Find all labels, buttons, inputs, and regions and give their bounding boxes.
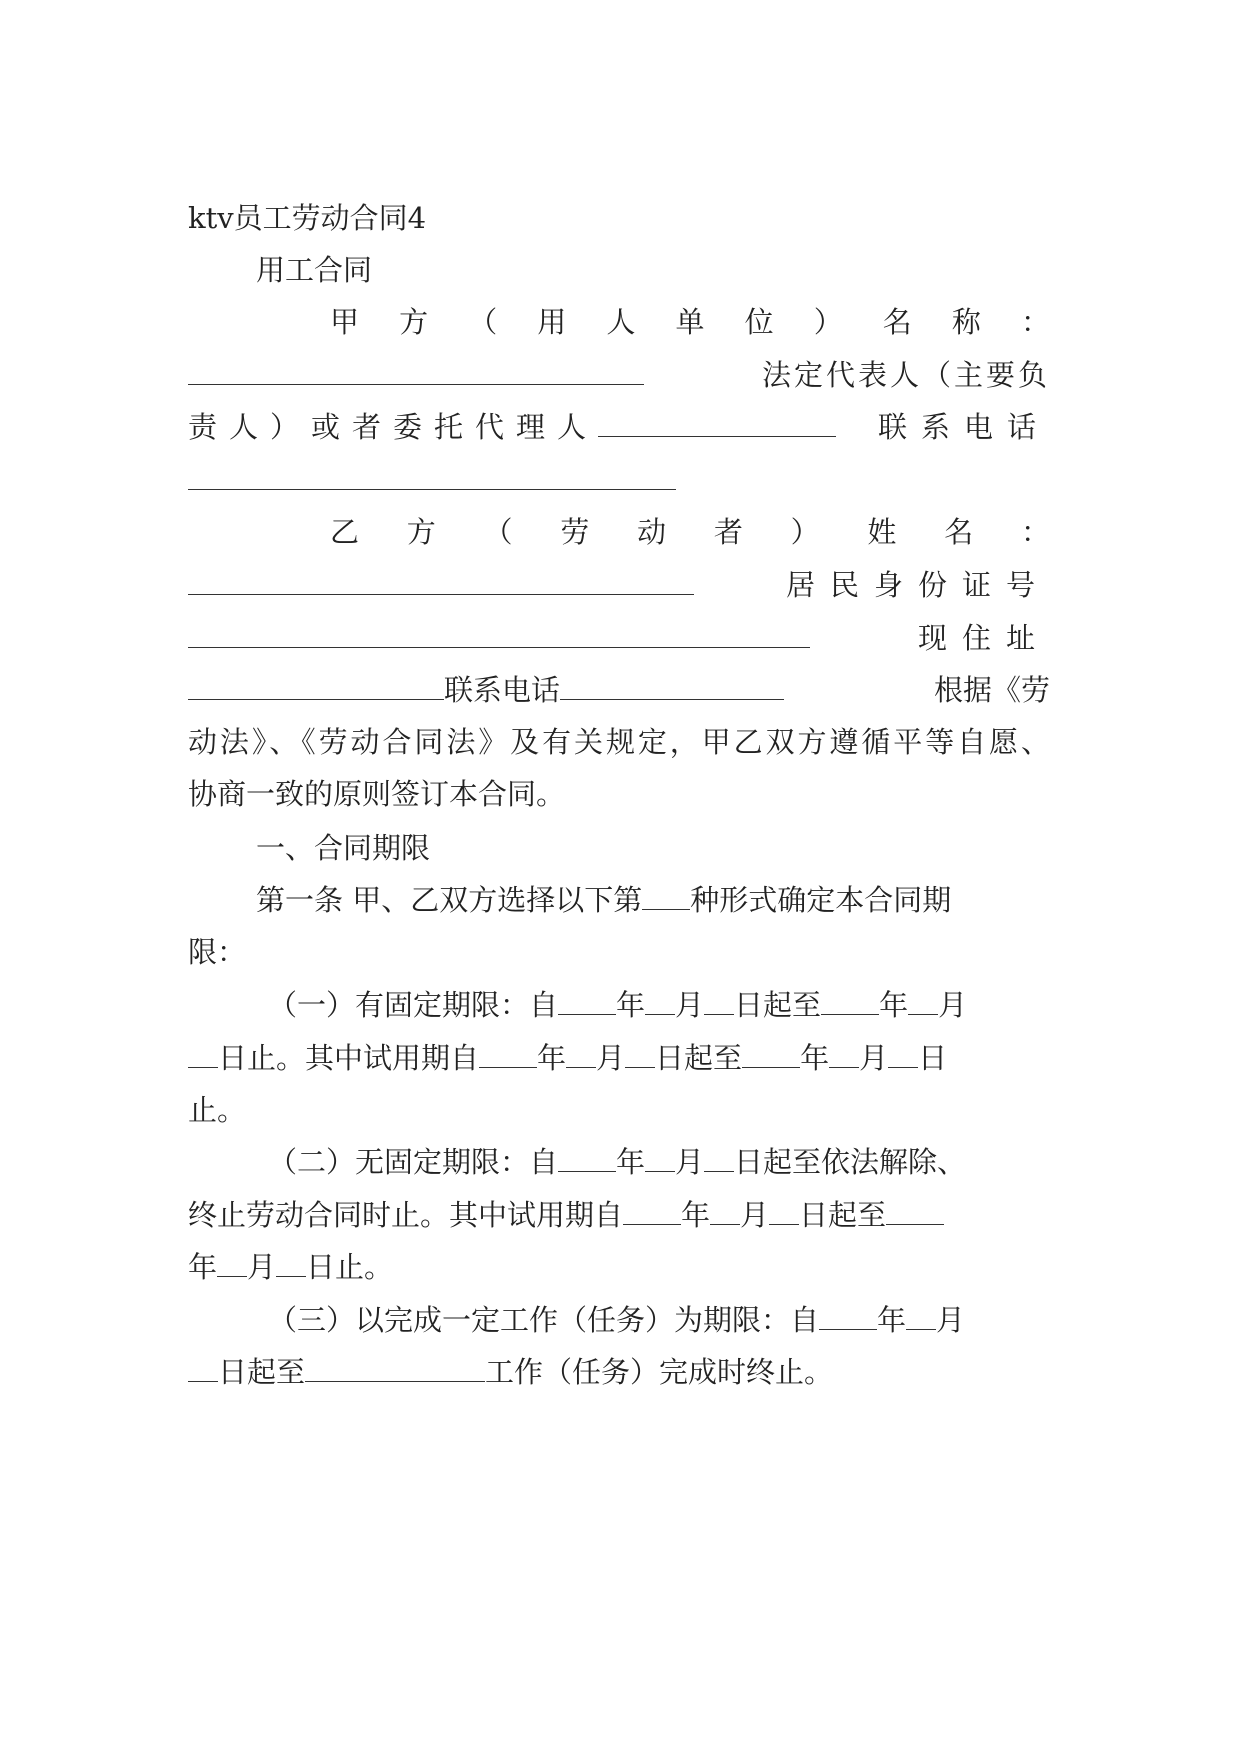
blank-field[interactable] <box>558 987 616 1015</box>
blank-field[interactable] <box>188 357 644 385</box>
option2-line1 <box>268 1142 1050 1182</box>
start-to-label: 日起至 <box>799 1198 887 1232</box>
month-label: 月 <box>675 988 705 1022</box>
blank-field[interactable] <box>188 462 676 490</box>
year-label: 年 <box>879 988 909 1022</box>
party-b-id-line <box>188 565 1050 605</box>
year-label: 年 <box>616 988 646 1022</box>
option3-line2 <box>188 1352 1050 1392</box>
blank-field[interactable] <box>645 1144 675 1172</box>
blank-field[interactable] <box>188 620 810 648</box>
blank-field[interactable] <box>217 1249 247 1277</box>
basis-lead: 根据《劳 <box>933 673 1050 707</box>
article1-lead: 第一条 甲、乙双方选择以下第 <box>256 883 643 917</box>
section1-heading: 一、合同期限 <box>256 831 431 865</box>
option1-lead: （一）有固定期限：自 <box>268 988 559 1022</box>
option1-line3: 止。 <box>188 1093 247 1127</box>
year-label: 年 <box>616 1145 646 1179</box>
blank-field[interactable] <box>305 1354 485 1382</box>
option2-line2-label: 终止劳动合同时止。其中试用期自 <box>188 1198 624 1232</box>
party-a-agent-label: 责人）或者委托代理人 <box>188 410 599 444</box>
blank-field[interactable] <box>188 1040 218 1068</box>
article1-tail: 种形式确定本合同期 <box>690 883 952 917</box>
party-b-phone-line <box>188 670 1050 710</box>
blank-field[interactable] <box>558 1144 616 1172</box>
party-b-address-line <box>188 618 1050 658</box>
blank-field[interactable] <box>560 672 784 700</box>
party-b-phone-label: 联系电话 <box>444 673 561 707</box>
option2-line3 <box>188 1247 1050 1287</box>
blank-field[interactable] <box>188 672 444 700</box>
blank-field[interactable] <box>888 1040 918 1068</box>
basis-text-line2: 协商一致的原则签订本合同。 <box>188 777 566 811</box>
blank-field[interactable] <box>188 1354 218 1382</box>
day-label: 日 <box>918 1041 948 1075</box>
year-label: 年 <box>800 1041 830 1075</box>
blank-field[interactable] <box>276 1249 306 1277</box>
blank-field[interactable] <box>886 1197 944 1225</box>
document-subtitle: 用工合同 <box>256 253 373 287</box>
blank-field[interactable] <box>819 1302 877 1330</box>
party-a-rep-label: 法定代表人（主要负 <box>761 358 1050 392</box>
option3-line1 <box>268 1300 1050 1340</box>
year-label: 年 <box>537 1041 567 1075</box>
month-label: 月 <box>675 1145 705 1179</box>
month-label: 月 <box>936 1303 966 1337</box>
year-label: 年 <box>188 1250 218 1284</box>
blank-field[interactable] <box>704 987 734 1015</box>
blank-field[interactable] <box>908 987 938 1015</box>
blank-field[interactable] <box>479 1040 537 1068</box>
month-label: 月 <box>596 1041 626 1075</box>
party-a-agent-line <box>188 407 1050 447</box>
party-a-name-label: 甲方（用人单位）名称： <box>330 305 1050 339</box>
blank-field[interactable] <box>188 567 694 595</box>
party-a-phone-label: 联系电话 <box>877 410 1050 444</box>
blank-field[interactable] <box>710 1197 740 1225</box>
blank-field[interactable] <box>642 882 690 910</box>
blank-field[interactable] <box>704 1144 734 1172</box>
party-a-phone-blank-line <box>188 460 1050 500</box>
party-b-id-label: 居民身份证号 <box>785 568 1050 602</box>
start-to-label: 日起至 <box>734 988 822 1022</box>
blank-field[interactable] <box>645 987 675 1015</box>
article1-line2: 限： <box>188 935 247 969</box>
option3-lead: （三）以完成一定工作（任务）为期限：自 <box>268 1303 820 1337</box>
blank-field[interactable] <box>821 987 879 1015</box>
party-b-name-label: 乙方（劳动者）姓名： <box>330 515 1050 549</box>
blank-field[interactable] <box>623 1197 681 1225</box>
blank-field[interactable] <box>566 1040 596 1068</box>
party-b-address-label: 现住址 <box>917 621 1050 655</box>
month-label: 月 <box>740 1198 770 1232</box>
blank-field[interactable] <box>769 1197 799 1225</box>
blank-field[interactable] <box>625 1040 655 1068</box>
blank-field[interactable] <box>598 409 836 437</box>
option1-line2 <box>188 1038 1050 1078</box>
option2-lead: （二）无固定期限：自 <box>268 1145 559 1179</box>
year-label: 年 <box>681 1198 711 1232</box>
party-a-rep-line <box>188 355 1050 395</box>
month-label: 月 <box>247 1250 277 1284</box>
start-to-label: 日起至 <box>218 1355 306 1389</box>
option1-line1 <box>268 985 1050 1025</box>
option1-end-label: 日止。其中试用期自 <box>218 1041 480 1075</box>
basis-text-line1: 动法》、《劳动合同法》及有关规定，甲乙双方遵循平等自愿、 <box>188 725 1050 759</box>
option2-line2 <box>188 1195 1050 1235</box>
blank-field[interactable] <box>829 1040 859 1068</box>
option2-end-label: 日止。 <box>306 1250 394 1284</box>
month-label: 月 <box>859 1041 889 1075</box>
document-title: ktv员工劳动合同4 <box>188 201 427 235</box>
year-label: 年 <box>877 1303 907 1337</box>
option3-end-label: 工作（任务）完成时终止。 <box>485 1355 834 1389</box>
blank-field[interactable] <box>742 1040 800 1068</box>
blank-field[interactable] <box>906 1302 936 1330</box>
article1-line1 <box>256 880 1050 920</box>
month-label: 月 <box>938 988 968 1022</box>
option2-start-label: 日起至依法解除、 <box>734 1145 967 1179</box>
start-to-label: 日起至 <box>655 1041 743 1075</box>
